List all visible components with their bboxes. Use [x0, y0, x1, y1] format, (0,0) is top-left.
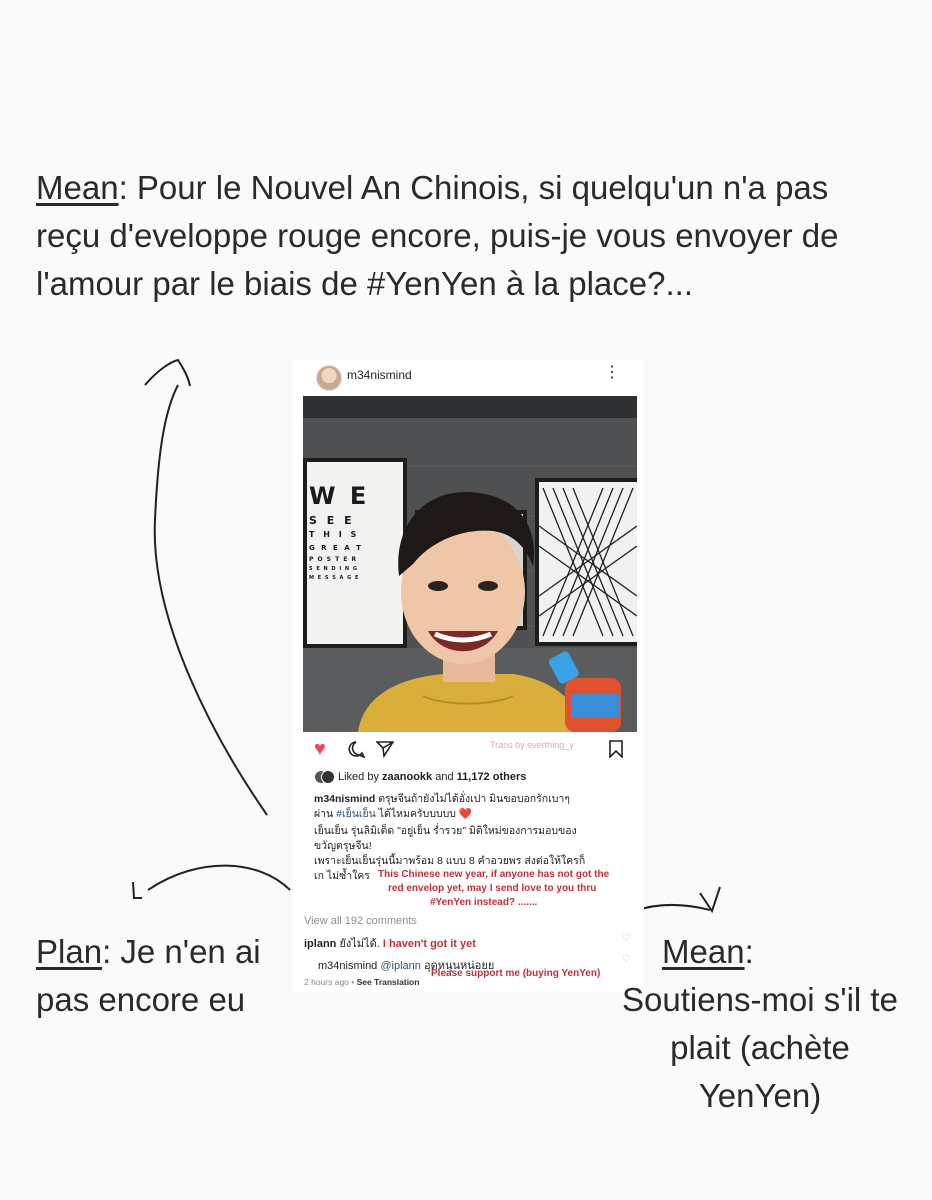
- mean-note-2-head: [610, 928, 910, 976]
- likes-prefix: Liked by: [338, 771, 383, 783]
- arrow-to-top-note: [155, 385, 267, 815]
- caption-text-2a: ผ่าน: [314, 808, 337, 820]
- caption-hashtag[interactable]: #เย็นเย็น: [336, 808, 376, 820]
- post-time: 2 hours ago • See Translation: [304, 977, 420, 987]
- instagram-post: [292, 360, 644, 992]
- photo-illustration: [303, 396, 637, 732]
- caption-line-6: เก ไม่ซ้ำใคร: [314, 870, 370, 882]
- poster-line-4: G R E A T: [309, 544, 363, 552]
- comment-1-thai: ยังไม่ได้.: [336, 938, 380, 950]
- top-note-label: Mean: [36, 169, 119, 206]
- comment-1-translation: I haven't got it yet: [382, 938, 476, 950]
- post-actions: [292, 736, 644, 764]
- comment-2-user[interactable]: m34nismind: [318, 960, 378, 972]
- likes-user[interactable]: zaanookk: [382, 771, 433, 783]
- caption-translation-2: red envelop yet, may I send love to you thru: [388, 883, 597, 894]
- caption-translation-1: This Chinese new year, if anyone has not got the: [378, 869, 610, 880]
- liker-avatars-icon: [314, 770, 334, 782]
- comment-1-heart-icon[interactable]: ♡: [622, 933, 631, 944]
- poster-line-7: M E S S A G E: [309, 575, 360, 581]
- post-photo[interactable]: [303, 396, 637, 732]
- heart-icon[interactable]: ♥: [314, 738, 326, 760]
- plan-note-label: Plan: [36, 933, 103, 970]
- view-all-comments-link[interactable]: View all 192 comments: [304, 915, 417, 927]
- more-vertical-icon[interactable]: ⋮: [604, 364, 620, 381]
- mean-note-2: [610, 928, 910, 1120]
- caption-text-2b: ได้ไหมครับบบบบ ❤️: [375, 808, 472, 820]
- top-note-text: : Pour le Nouvel An Chinois, si quelqu'un n'a pas reçu d'eveloppe rouge encore, puis-je vous envoyer de l'amour par le biais de #YenYen à la place?...: [36, 169, 839, 302]
- caption-line-4: ขวัญตรุษจีน!: [314, 840, 372, 852]
- likes-middle: and: [432, 771, 457, 783]
- post-time-text: 2 hours ago: [304, 977, 349, 987]
- caption-line-1: [314, 792, 644, 807]
- arrow-to-plan-note: [148, 866, 290, 890]
- mean-note-2-label: Mean: [662, 933, 745, 970]
- caption-user[interactable]: m34nismind: [314, 793, 376, 805]
- caption-text-1: ตรุษจีนถ้ายังไม่ได้อั่งเปา มินขอบอกรักเบาๆ: [375, 793, 570, 805]
- poster-line-5: P O S T E R: [309, 556, 358, 563]
- caption-line-3: เย็นเย็น รุ่นลิมิเต็ด "อยู่เย็น ร่ำรวย" มิติใหม่ของการมอบของ: [314, 825, 577, 837]
- comment-2-thai: อุดหนุนหน่อยย: [420, 960, 495, 972]
- arrow-head-plan: [133, 882, 142, 898]
- caption-translation-3: #YenYen instead? .......: [430, 897, 538, 908]
- poster-line-3: T H I S: [309, 530, 360, 539]
- poster-line-1: W E: [309, 482, 370, 510]
- plan-note-text: : Je n'en ai pas encore eu: [36, 933, 261, 1018]
- see-translation-link[interactable]: See Translation: [356, 977, 420, 987]
- post-header: [292, 360, 644, 394]
- comment-2-heart-icon[interactable]: ♡: [622, 954, 631, 965]
- comment-icon[interactable]: [346, 740, 366, 758]
- comment-1-user[interactable]: iplann: [304, 938, 337, 950]
- comment-2-mention[interactable]: @iplann: [377, 960, 421, 972]
- comment-2-translation: Please support me (buying YenYen): [431, 968, 601, 979]
- caption-line-5: เพราะเย็นเย็นรุ่นนี้มาพร้อม 8 แบบ 8 คำอวยพร ส่งต่อให้ใครก็: [314, 855, 586, 867]
- mean-note-2-colon: :: [744, 933, 754, 970]
- arrow-head-top: [145, 360, 190, 386]
- comment-1: [304, 934, 476, 952]
- poster-line-2: S E E: [309, 514, 355, 527]
- bookmark-icon[interactable]: [609, 740, 623, 758]
- translation-credit: Trans by everthing_y: [490, 740, 574, 750]
- likes-count[interactable]: 11,172 others: [456, 771, 527, 783]
- caption-line-2: [314, 807, 644, 822]
- share-icon[interactable]: [376, 740, 394, 758]
- top-note: [36, 164, 856, 308]
- mean-note-2-text: Soutiens-moi s'il te plait (achète YenYen): [622, 981, 898, 1114]
- poster-line-6: S E N D I N G: [309, 566, 358, 572]
- likes-line[interactable]: [314, 770, 526, 783]
- avatar[interactable]: [316, 365, 342, 391]
- post-username[interactable]: m34nismind: [347, 368, 412, 382]
- plan-note: [36, 928, 276, 1024]
